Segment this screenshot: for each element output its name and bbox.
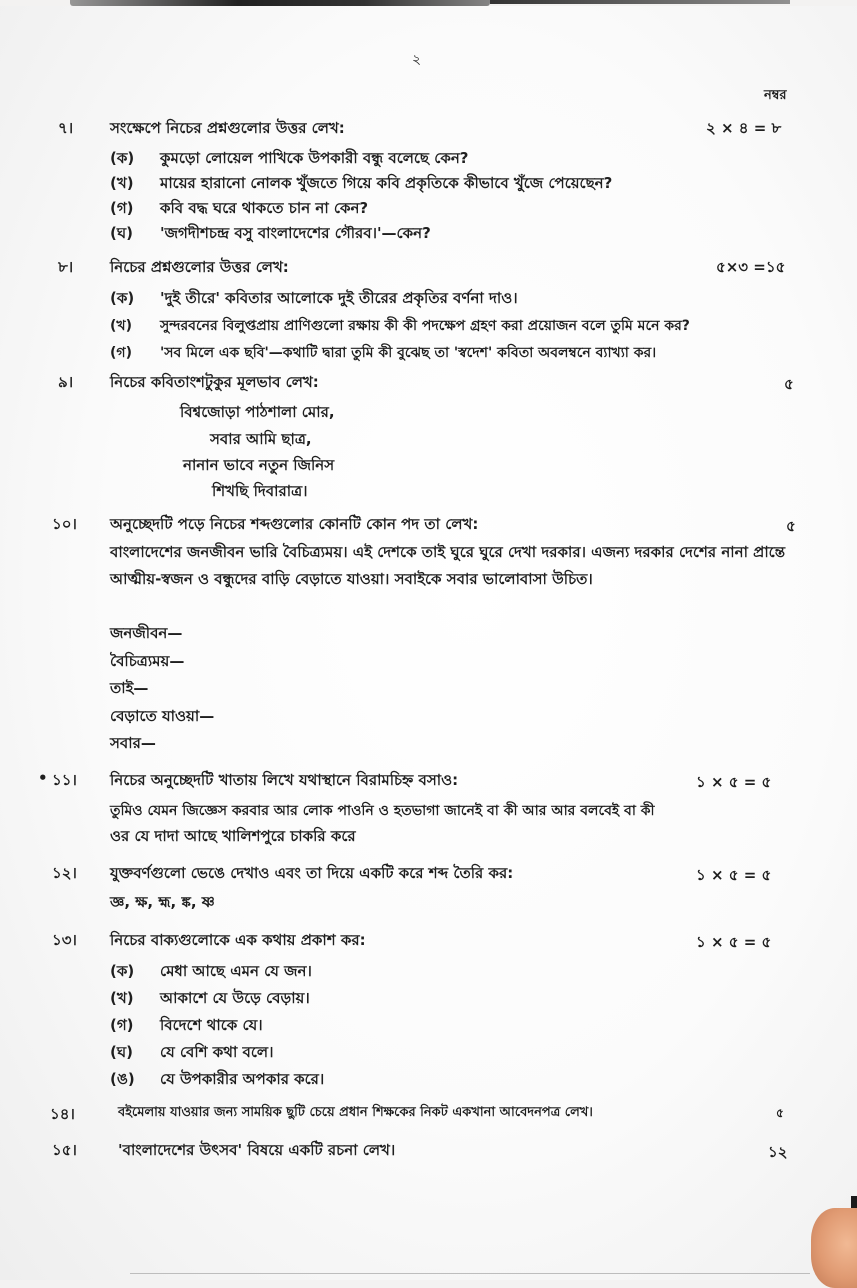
question-9-marks: ৫ <box>784 375 794 393</box>
page-top-shadow <box>70 0 490 6</box>
question-13-sub-ka: (ক) মেধা আছে এমন যে জন। <box>110 962 312 980</box>
question-8-sub-ga: (গ) 'সব মিলে এক ছবি'—কথাটি দ্বারা তুমি কী বুঝেছ তা 'স্বদেশ' কবিতা অবলম্বনে ব্যাখ্যা কর। <box>110 345 657 361</box>
stray-mark: • <box>38 769 48 787</box>
question-14-text: বইমেলায় যাওয়ার জন্য সাময়িক ছুটি চেয়ে প্রধান শিক্ষকের নিকট একখানা আবেদনপত্র লেখ। <box>118 1105 593 1120</box>
question-8-sub-ka: (ক) 'দুই তীরে' কবিতার আলোকে দুই তীরের প্রকৃতির বর্ণনা দাও। <box>110 289 518 307</box>
question-10-number: ১০। <box>52 515 77 533</box>
poem-line-1: বিশ্বজোড়া পাঠশালা মোর, <box>180 403 335 421</box>
question-7-sub-kha: (খ) মায়ের হারানো নোলক খুঁজতে গিয়ে কবি প্রকৃতিকে কীভাবে খুঁজে পেয়েছেন? <box>110 174 613 192</box>
question-12-text: যুক্তবর্ণগুলো ভেঙে দেখাও এবং তা দিয়ে একটি করে শব্দ তৈরি কর: <box>110 864 514 882</box>
question-11-marks: ১ × ৫ = ৫ <box>696 773 772 791</box>
question-7-marks: ২ × ৪ = ৮ <box>706 119 782 137</box>
poem-line-2: সবার আমি ছাত্র, <box>210 430 312 448</box>
question-12-marks: ১ × ৫ = ৫ <box>696 866 772 884</box>
question-11-paragraph-line-2: ওর যে দাদা আছে খালিশপুরে চাকরি করে <box>110 827 356 845</box>
word-item-2: বৈচিত্র্যময়— <box>110 652 185 670</box>
question-7-sub-ga: (গ) কবি বদ্ধ ঘরে থাকতে চান না কেন? <box>110 199 369 217</box>
word-item-3: তাই— <box>110 679 149 697</box>
question-15-number: ১৫। <box>52 1141 77 1159</box>
question-8-text: নিচের প্রশ্নগুলোর উত্তর লেখ: <box>110 258 289 276</box>
question-8-sub-kha: (খ) সুন্দরবনের বিলুপ্তপ্রায় প্রাণিগুলো রক্ষায় কী কী পদক্ষেপ গ্রহণ করা প্রয়োজন বলে তুমি মনে কর? <box>110 318 690 334</box>
word-item-1: জনজীবন— <box>110 624 183 642</box>
word-item-5: সবার— <box>110 734 156 752</box>
question-7-sub-ka: (ক) কুমড়ো লোয়েল পাখিকে উপকারী বন্ধু বলেছে কেন? <box>110 149 469 167</box>
question-14-marks: ৫ <box>776 1106 784 1120</box>
question-8-number: ৮। <box>58 258 74 276</box>
question-13-sub-kha: (খ) আকাশে যে উড়ে বেড়ায়। <box>110 989 310 1007</box>
question-15-marks: ১২ <box>768 1143 788 1161</box>
word-item-4: বেড়াতে যাওয়া— <box>110 707 215 725</box>
finger-holding-page <box>811 1208 857 1288</box>
poem-line-3: নানান ভাবে নতুন জিনিস <box>183 456 335 474</box>
question-7-number: ৭। <box>58 119 74 137</box>
question-11-paragraph-line-1: তুমিও যেমন জিজ্ঞেস করবার আর লোক পাওনি ও হতভাগা জানেই বা কী আর আর বলবেই বা কী <box>110 803 655 819</box>
question-15-text: 'বাংলাদেশের উৎসব' বিষয়ে একটি রচনা লেখ। <box>118 1141 396 1159</box>
question-13-sub-umo: (ঙ) যে উপকারীর অপকার করে। <box>110 1070 325 1088</box>
question-10-marks: ৫ <box>786 517 796 535</box>
question-13-sub-ga: (গ) বিদেশে থাকে যে। <box>110 1016 263 1034</box>
question-10-paragraph: বাংলাদেশের জনজীবন ভারি বৈচিত্র্যময়। এই দেশকে তাই ঘুরে ঘুরে দেখা দরকার। এজন্য দরকার দেশের নানা প্রান্তে আত্মীয়-স্বজন ও বন্ধুদের বাড়ি বেড়াতে যাওয়া। সবাইকে সবার ভালোবাসা উচিত। <box>110 543 786 588</box>
question-14-number: ১৪। <box>50 1105 75 1123</box>
question-11-number: ১১। <box>52 771 77 789</box>
question-9-number: ৯। <box>58 373 74 391</box>
poem-line-4: শিখছি দিবারাত্র। <box>212 482 308 500</box>
question-13-marks: ১ × ৫ = ৫ <box>696 933 772 951</box>
question-10-text: অনুচ্ছেদটি পড়ে নিচের শব্দগুলোর কোনটি কোন পদ তা লেখ: <box>110 515 479 533</box>
question-13-number: ১৩। <box>52 931 77 949</box>
question-7-text: সংক্ষেপে নিচের প্রশ্নগুলোর উত্তর লেখ: <box>110 119 345 137</box>
question-9-text: নিচের কবিতাংশটুকুর মূলভাব লেখ: <box>110 373 319 391</box>
conjunct-letters: জ্ঞ, ক্ষ, হ্ম, ঙ্ক, ষ্ণ <box>110 893 215 911</box>
question-12-number: ১২। <box>52 864 77 882</box>
question-13-sub-gha: (ঘ) যে বেশি কথা বলে। <box>110 1043 274 1061</box>
page-number: ২ <box>412 52 422 68</box>
question-7-sub-gha: (ঘ) 'জগদীশচন্দ্র বসু বাংলাদেশের গৌরব।'—কেন? <box>110 224 431 242</box>
marks-column-header: নম্বর <box>764 88 787 103</box>
page-top-shadow <box>490 0 790 4</box>
question-8-marks: ৫×৩ =১৫ <box>716 258 786 276</box>
page-bottom-edge <box>130 1273 810 1274</box>
question-13-text: নিচের বাক্যগুলোকে এক কথায় প্রকাশ কর: <box>110 931 366 949</box>
question-11-text: নিচের অনুচ্ছেদটি খাতায় লিখে যথাস্থানে বিরামচিহ্ন বসাও: <box>110 771 459 789</box>
